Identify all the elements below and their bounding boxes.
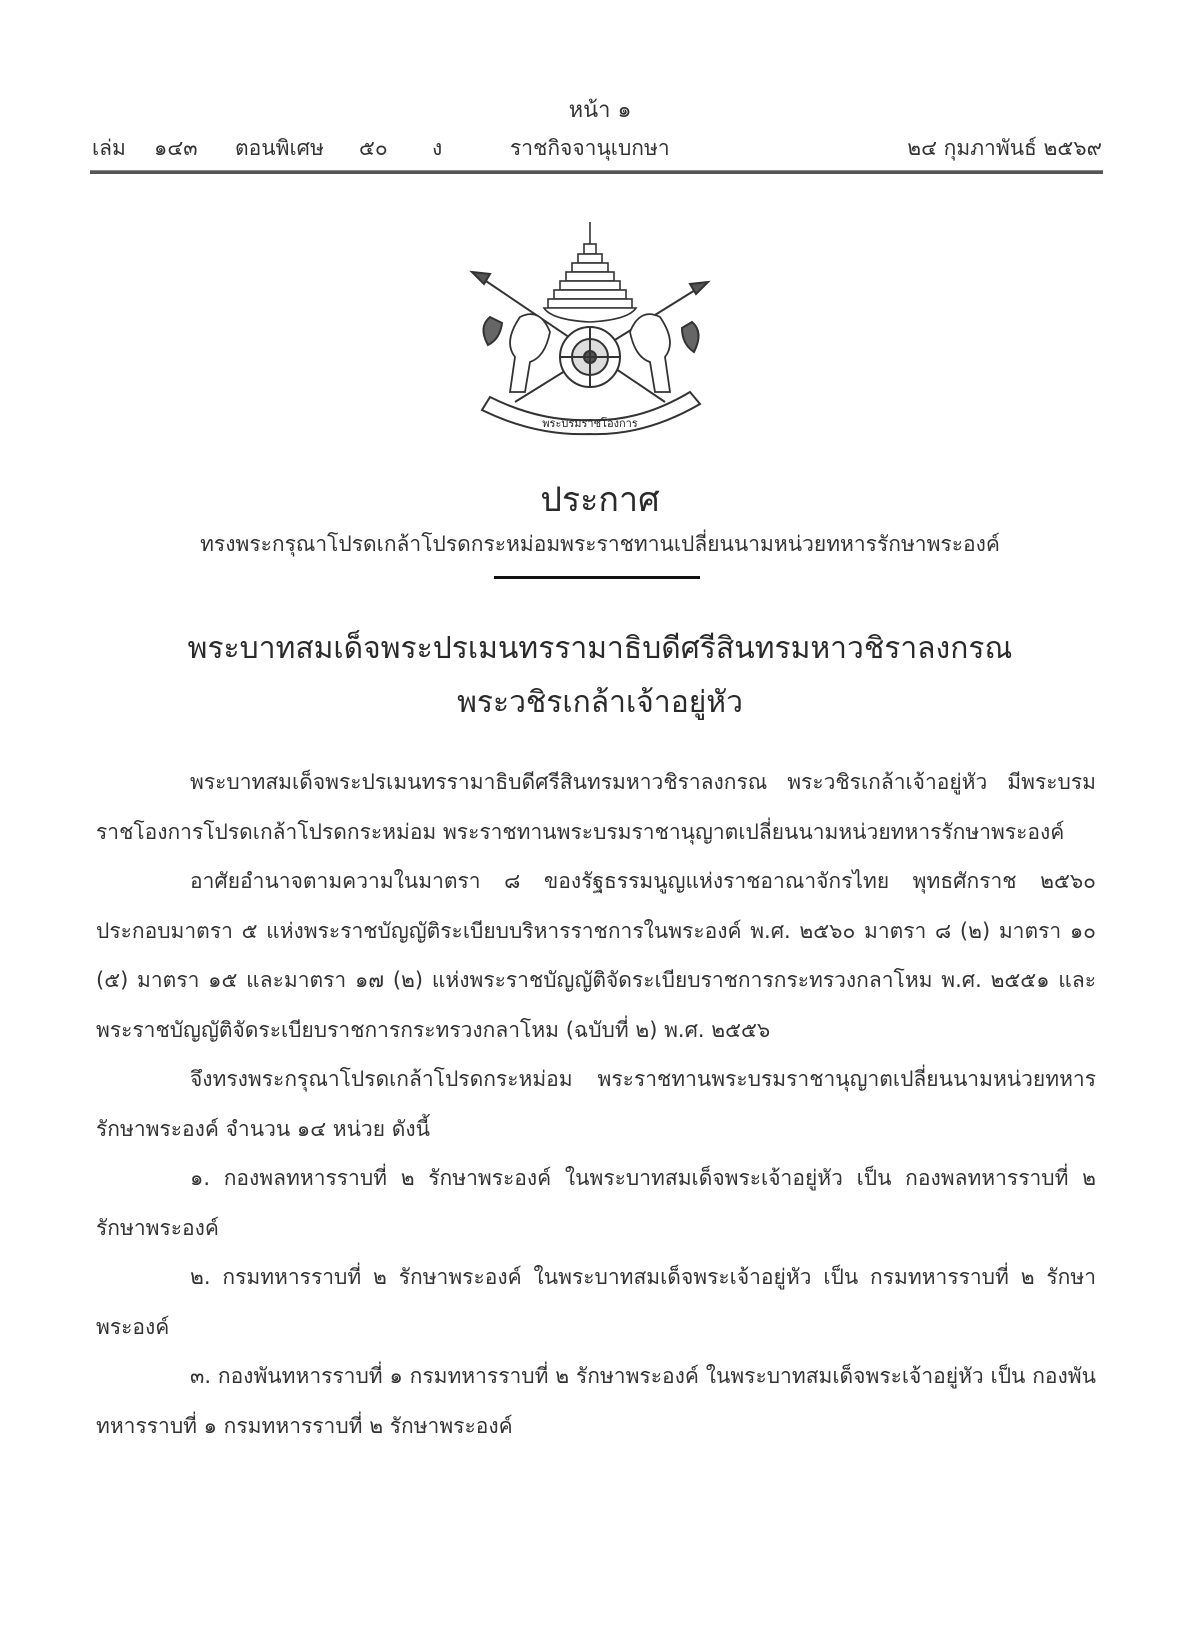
volume-label: เล่ม bbox=[92, 136, 126, 160]
royal-garuda-emblem-icon bbox=[460, 222, 720, 442]
monarch-name-line-1: พระบาทสมเด็จพระปรเมนทรรามาธิบดีศรีสินทรมหาวชิราลงกรณ bbox=[187, 631, 1013, 666]
title-divider bbox=[494, 576, 700, 579]
publication-date: ๒๔ กุมภาพันธ์ ๒๕๖๙ bbox=[907, 136, 1102, 160]
announcement-subtitle: ทรงพระกรุณาโปรดเกล้าโปรดกระหม่อมพระราชทานเปลี่ยนนามหน่วยทหารรักษาพระองค์ bbox=[200, 532, 1000, 556]
monarch-name-line-2: พระวชิรเกล้าเจ้าอยู่หัว bbox=[457, 685, 743, 720]
list-item: ๒. กรมทหารราบที่ ๒ รักษาพระองค์ ในพระบาทสมเด็จพระเจ้าอยู่หัว เป็น กรมทหารราบที่ ๒ รักษาพระองค์ bbox=[96, 1265, 1096, 1339]
publication-name: ราชกิจจานุเบกษา bbox=[510, 136, 670, 160]
body-paragraph: จึงทรงพระกรุณาโปรดเกล้าโปรดกระหม่อม พระราชทานพระบรมราชานุญาตเปลี่ยนนามหน่วยทหารรักษาพระองค์ จำนวน ๑๔ หน่วย ดังนี้ bbox=[96, 1067, 1096, 1141]
svg-text:พระบรมราชโองการ: พระบรมราชโองการ bbox=[542, 417, 638, 430]
body-paragraph: พระบาทสมเด็จพระปรเมนทรรามาธิบดีศรีสินทรมหาวชิราลงกรณ พระวชิรเกล้าเจ้าอยู่หัว มีพระบรมราชโองการโปรดเกล้าโปรดกระหม่อม พระราชทานพระบรมราชานุญาตเปลี่ยนนามหน่วยทหารรักษาพระองค์ bbox=[96, 770, 1096, 844]
gazette-header bbox=[92, 132, 1102, 164]
volume-number: ๑๔๓ bbox=[154, 136, 198, 160]
section-type: ง bbox=[432, 136, 443, 160]
monarch-name bbox=[0, 622, 1200, 730]
announcement-title: ประกาศ bbox=[540, 480, 660, 520]
page-number: หน้า ๑ bbox=[568, 98, 632, 123]
section-number: ๕๐ bbox=[359, 136, 388, 160]
list-item: ๑. กองพลทหารราบที่ ๒ รักษาพระองค์ ในพระบาทสมเด็จพระเจ้าอยู่หัว เป็น กองพลทหารราบที่ ๒ รักษาพระองค์ bbox=[96, 1166, 1096, 1240]
section-label: ตอนพิเศษ bbox=[235, 136, 324, 160]
announcement-body bbox=[96, 758, 1096, 1451]
list-item: ๓. กองพันทหารราบที่ ๑ กรมทหารราบที่ ๒ รักษาพระองค์ ในพระบาทสมเด็จพระเจ้าอยู่หัว เป็น กองพันทหารราบที่ ๑ กรมทหารราบที่ ๒ รักษาพระองค์ bbox=[96, 1364, 1096, 1438]
header-divider bbox=[90, 170, 1103, 174]
body-paragraph: อาศัยอำนาจตามความในมาตรา ๘ ของรัฐธรรมนูญแห่งราชอาณาจักรไทย พุทธศักราช ๒๕๖๐ ประกอบมาตรา ๕ แห่งพระราชบัญญัติระเบียบบริหารราชการในพระองค์ พ.ศ. ๒๕๖๐ มาตรา ๘ (๒) มาตรา ๑๐ (๕) มาตรา ๑๕ และมาตรา ๑๗ (๒) แห่งพระราชบัญญัติจัดระเบียบราชการกระทรวงกลาโหม พ.ศ. ๒๕๕๑ และพระราชบัญญัติจัดระเบียบราชการกระทรวงกลาโหม (ฉบับที่ ๒) พ.ศ. ๒๕๕๖ bbox=[96, 869, 1096, 1042]
